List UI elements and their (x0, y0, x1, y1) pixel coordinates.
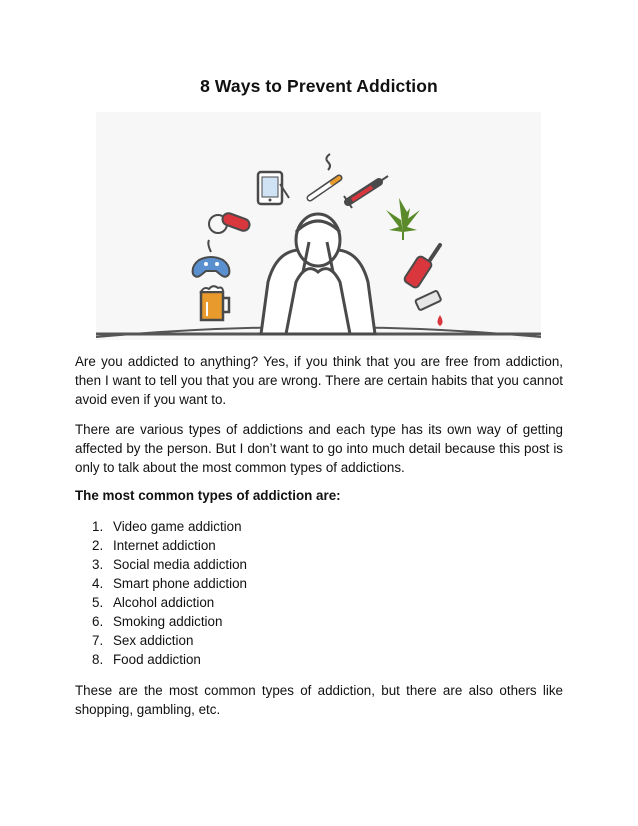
list-item-number: 5. (92, 595, 104, 610)
list-item (92, 555, 247, 574)
addiction-list (92, 517, 247, 669)
wine-bottle-icon (403, 245, 440, 289)
list-item-number: 2. (92, 538, 104, 553)
list-item-text: Internet addiction (113, 538, 216, 553)
list-item (92, 517, 247, 536)
list-item-text: Sex addiction (113, 633, 194, 648)
syringe-icon (344, 176, 388, 208)
list-item-text: Food addiction (113, 652, 201, 667)
list-heading: The most common types of addiction are: (75, 488, 341, 503)
addiction-types-paragraph: There are various types of addictions and each type has its own way of getting affected by the person. But I don’t want to go into much detail because this post is only to talk about the most common types of addictions. (75, 422, 563, 475)
list-item-number: 4. (92, 576, 104, 591)
list-item-text: Alcohol addiction (113, 595, 215, 610)
list-item (92, 631, 247, 650)
list-item (92, 612, 247, 631)
list-item-number: 3. (92, 557, 104, 572)
list-item (92, 593, 247, 612)
list-item-text: Smart phone addiction (113, 576, 247, 591)
cigarette-icon (310, 154, 339, 198)
page-title: 8 Ways to Prevent Addiction (200, 76, 438, 96)
list-item (92, 574, 247, 593)
list-item-number: 7. (92, 633, 104, 648)
distressed-person-icon (261, 214, 375, 334)
closing-paragraph: These are the most common types of addiction, but there are also others like shopping, gambling, etc. (75, 683, 563, 717)
list-item (92, 650, 247, 669)
razor-blade-icon (415, 290, 442, 326)
intro-paragraph: Are you addicted to anything? Yes, if you think that you are free from addiction, then I want to tell you that you are wrong. There are certain habits that you cannot avoid even if you want to. (75, 354, 563, 407)
pill-icon (209, 212, 251, 233)
cannabis-leaf-icon (386, 198, 420, 240)
gamepad-icon (193, 240, 230, 277)
tablet-icon (258, 172, 289, 204)
list-item-text: Video game addiction (113, 519, 242, 534)
list-item-number: 6. (92, 614, 104, 629)
list-item-number: 8. (92, 652, 104, 667)
addiction-illustration (96, 112, 541, 340)
list-item (92, 536, 247, 555)
list-item-number: 1. (92, 519, 104, 534)
list-item-text: Smoking addiction (113, 614, 223, 629)
list-item-text: Social media addiction (113, 557, 247, 572)
beer-mug-icon (201, 286, 229, 320)
